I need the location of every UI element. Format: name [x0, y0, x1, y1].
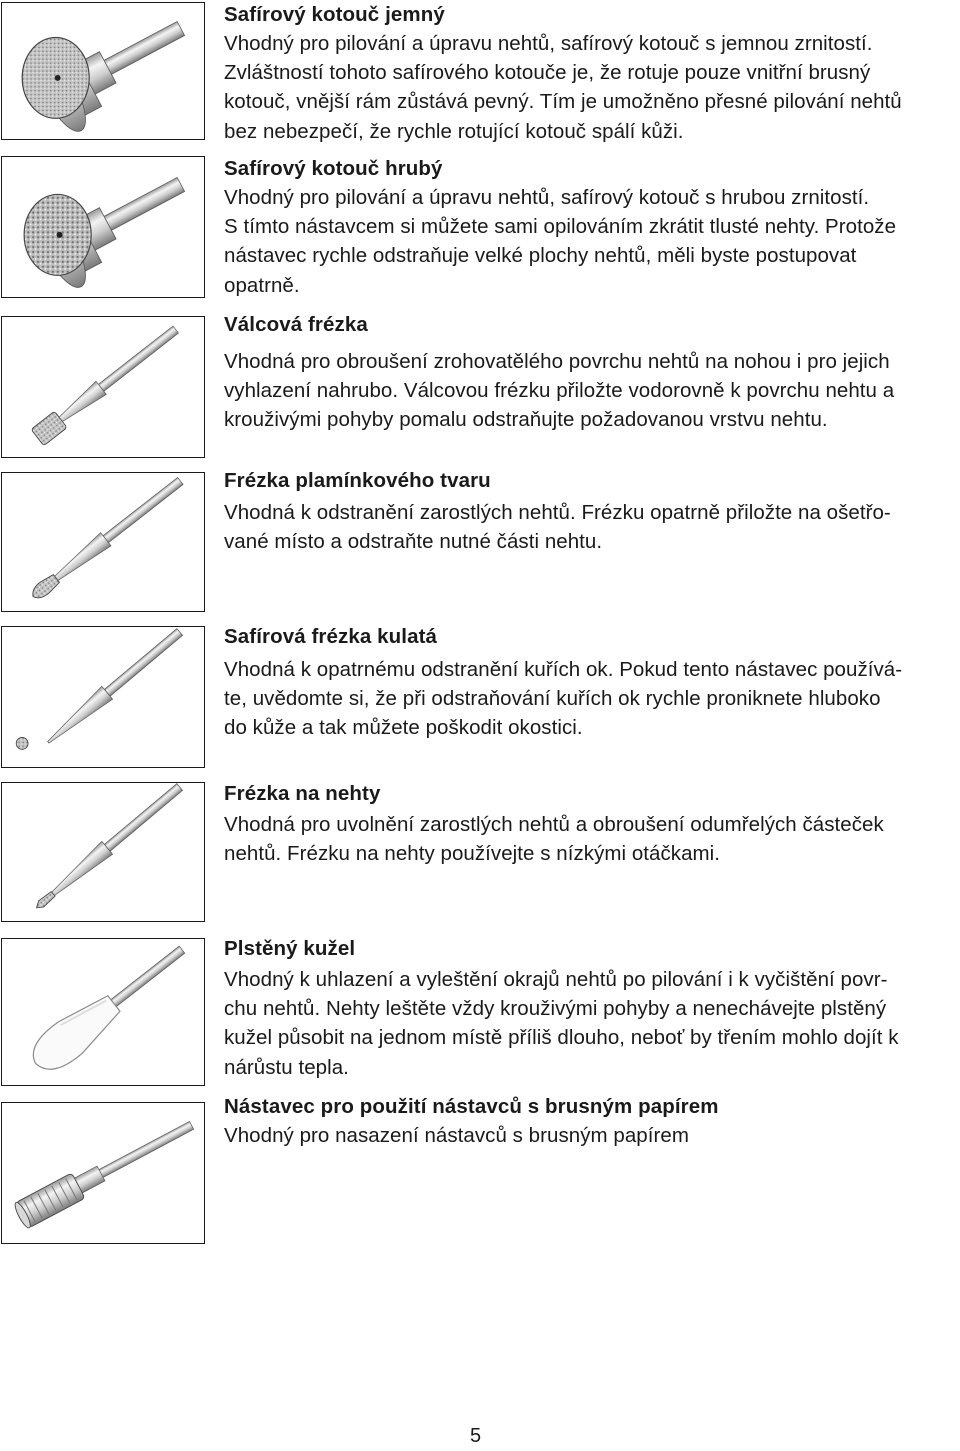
- section-line: Vhodná pro uvolnění zarostlých nehtů a obroušení odumřelých částeček: [224, 813, 884, 836]
- section-fine-sapphire-disc: [224, 0, 956, 146]
- section-line: nástavec rychle odstraňuje velké plochy nehtů, měli byste postupovat: [224, 244, 857, 268]
- section-line: Zvláštností tohoto safírového kotouče je, že rotuje pouze vnitřní brusný: [224, 61, 871, 85]
- section-title: Safírová frézka kulatá: [224, 625, 437, 648]
- felt-cone-image: [1, 938, 205, 1086]
- section-line: vané místo a odstraňte nutné části nehtu.: [224, 530, 603, 554]
- cylinder-cutter-image: [1, 316, 205, 458]
- nail-cutter-image: [1, 782, 205, 922]
- section-line: Vhodný pro pilování a úpravu nehtů, safírový kotouč s jemnou zrnitostí.: [224, 32, 873, 55]
- section-line: S tímto nástavcem si můžete sami opilováním zkrátit tlusté nehty. Protože: [224, 215, 897, 239]
- section-round-sapphire-cutter: [224, 622, 956, 743]
- section-line: chu nehtů. Nehty leštěte vždy krouživými pohyby a nenechávejte plstěný: [224, 997, 887, 1021]
- flame-cutter-image: [1, 472, 205, 612]
- section-title: Safírový kotouč hrubý: [224, 157, 443, 180]
- section-title: Safírový kotouč jemný: [224, 3, 445, 26]
- cylinder-cutter-icon: [2, 317, 204, 457]
- section-line: krouživými pohyby pomalu odstraňujte požadovanou vrstvu nehtu.: [224, 408, 828, 432]
- section-line: do kůže a tak můžete poškodit okostici.: [224, 716, 583, 740]
- coarse-sapphire-disc-icon: [2, 157, 204, 297]
- felt-cone-icon: [2, 939, 204, 1085]
- section-sandpaper-mandrel: [224, 1092, 956, 1150]
- fine-sapphire-disc-image: [1, 2, 205, 140]
- fine-sapphire-disc-icon: [2, 3, 204, 139]
- section-line: bez nebezpečí, že rychle rotující kotouč spálí kůži.: [224, 119, 684, 143]
- section-title: Nástavec pro použití nástavců s brusným papírem: [224, 1095, 719, 1118]
- section-line: te, uvědomte si, že při odstraňování kuřích ok rychle proniknete hluboko: [224, 687, 881, 711]
- flame-cutter-icon: [2, 473, 204, 611]
- section-felt-cone: [224, 934, 956, 1082]
- section-line: Vhodný pro pilování a úpravu nehtů, safírový kotouč s hrubou zrnitostí.: [224, 186, 870, 209]
- round-sapphire-cutter-icon: [2, 627, 204, 767]
- section-line: Vhodná k opatrnému odstranění kuřích ok. Pokud tento nástavec používá-: [224, 658, 903, 681]
- section-title: Plstěný kužel: [224, 937, 356, 960]
- section-nail-cutter: [224, 779, 956, 868]
- section-line: nárůstu tepla.: [224, 1055, 349, 1079]
- section-coarse-sapphire-disc: [224, 154, 956, 300]
- section-title: Frézka na nehty: [224, 782, 381, 805]
- page-number: 5: [470, 1425, 482, 1447]
- section-line: vyhlazení nahrubo. Válcovou frézku přiložte vodorovně k povrchu nehtu a: [224, 379, 895, 403]
- round-sapphire-cutter-image: [1, 626, 205, 768]
- section-line: Vhodná k odstranění zarostlých nehtů. Frézku opatrně přiložte na ošetřo-: [224, 501, 891, 524]
- section-line: opatrně.: [224, 273, 300, 297]
- section-line: Vhodný k uhlazení a vyleštění okrajů nehtů po pilování i k vyčištění povr-: [224, 968, 888, 991]
- section-flame-cutter: [224, 466, 956, 556]
- section-line: Vhodná pro obroušení zrohovatělého povrchu nehtů na nohou i pro jejich: [224, 350, 890, 373]
- sandpaper-mandrel-image: [1, 1102, 205, 1244]
- section-line: nehtů. Frézku na nehty používejte s nízkými otáčkami.: [224, 842, 721, 866]
- section-line: kužel působit na jednom místě příliš dlouho, neboť by třením mohlo dojít k: [224, 1026, 899, 1050]
- section-line: Vhodný pro nasazení nástavců s brusným papírem: [224, 1124, 689, 1147]
- sandpaper-mandrel-icon: [2, 1103, 204, 1243]
- section-cylinder-cutter: [224, 310, 956, 435]
- section-line: kotouč, vnější rám zůstává pevný. Tím je umožněno přesné pilování nehtů: [224, 90, 902, 114]
- section-title: Válcová frézka: [224, 313, 368, 336]
- nail-cutter-icon: [2, 783, 204, 921]
- coarse-sapphire-disc-image: [1, 156, 205, 298]
- section-title: Frézka plamínkového tvaru: [224, 469, 491, 492]
